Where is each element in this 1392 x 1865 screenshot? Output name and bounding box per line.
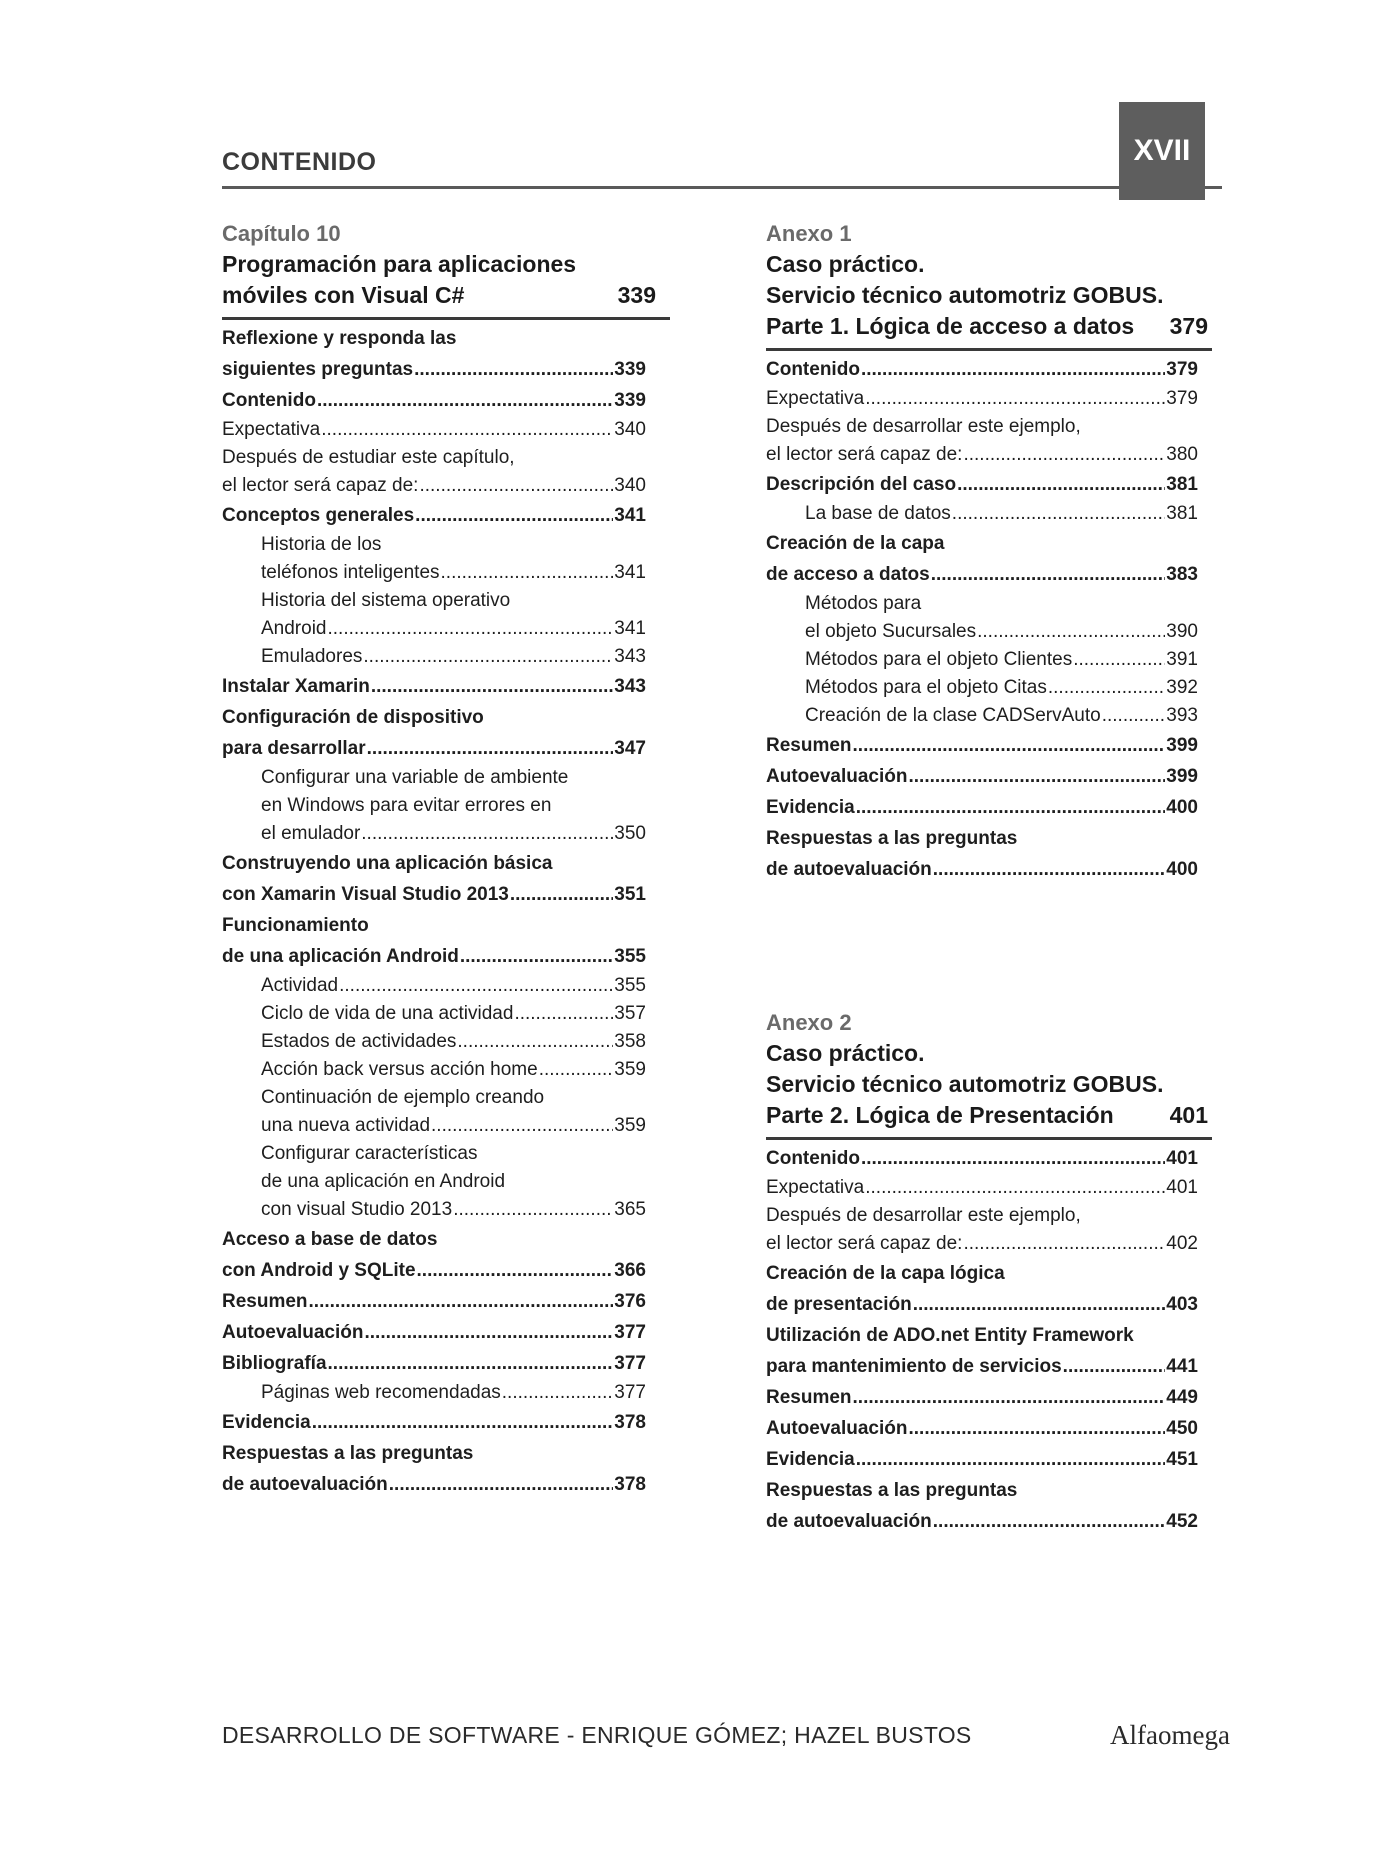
toc-entry[interactable] xyxy=(222,323,670,385)
toc-entry-page: 355 xyxy=(614,946,646,967)
toc-entry-text: de una aplicación Android xyxy=(222,946,459,967)
toc-entry-page: 350 xyxy=(614,823,646,844)
toc-entry[interactable] xyxy=(805,646,1212,674)
dot-leader xyxy=(371,671,613,702)
dot-leader xyxy=(1048,674,1165,702)
toc-entry-page: 366 xyxy=(614,1260,646,1281)
toc-section-annex-2 xyxy=(766,1007,1212,1537)
section-title-line xyxy=(766,249,1212,280)
dot-leader xyxy=(865,1174,1165,1202)
toc-entry-text: para desarrollar xyxy=(222,738,366,759)
toc-entry-text: Contenido xyxy=(766,1148,860,1169)
dot-leader xyxy=(931,559,1166,590)
toc-entry-text: Conceptos generales xyxy=(222,505,415,526)
dot-leader xyxy=(963,441,1165,469)
toc-entry[interactable] xyxy=(805,590,1212,646)
section-title-text: móviles con Visual C# xyxy=(222,282,465,308)
dot-leader xyxy=(856,792,1166,823)
dot-leader xyxy=(908,761,1165,792)
toc-entry-text: para mantenimiento de servicios xyxy=(766,1356,1062,1377)
section-title-text: Servicio técnico automotriz GOBUS. xyxy=(766,282,1164,308)
dot-leader xyxy=(321,416,613,444)
section-title-rule xyxy=(766,1137,1212,1140)
toc-entry-text: Respuestas a las preguntas xyxy=(766,1480,1018,1501)
toc-entry[interactable] xyxy=(222,848,670,910)
toc-entry-text: Acción back versus acción home xyxy=(261,1059,538,1080)
toc-section-annex-1 xyxy=(766,218,1212,885)
toc-entry-text: Actividad xyxy=(261,975,339,996)
toc-entry-text: de autoevaluación xyxy=(766,859,932,880)
toc-entry-page: 400 xyxy=(1166,797,1198,818)
toc-entry-page: 339 xyxy=(614,390,646,411)
section-label: Anexo 2 xyxy=(766,1010,852,1035)
toc-entry[interactable] xyxy=(261,1056,670,1084)
dot-leader xyxy=(460,941,613,972)
dot-leader xyxy=(328,615,614,643)
toc-entry-text: con visual Studio 2013 xyxy=(261,1199,453,1220)
footer-book-title: DESARROLLO DE SOFTWARE - ENRIQUE GÓMEZ; HAZEL BUSTOS xyxy=(222,1722,972,1748)
section-title-text: Parte 1. Lógica de acceso a datos xyxy=(766,313,1135,339)
section-title-line xyxy=(766,311,1212,342)
toc-entry-page: 376 xyxy=(614,1291,646,1312)
toc-entry-text: siguientes preguntas xyxy=(222,359,414,380)
toc-entry-text: Después de estudiar este capítulo, xyxy=(222,447,515,468)
toc-entry-text: Historia de los xyxy=(261,534,382,555)
section-title-line xyxy=(766,1069,1212,1100)
toc-entry-text: Autoevaluación xyxy=(766,766,908,787)
toc-entry-page: 358 xyxy=(614,1031,646,1052)
toc-entry-text: Resumen xyxy=(222,1291,308,1312)
toc-entry[interactable] xyxy=(222,1407,670,1438)
toc-entry-text: Expectativa xyxy=(766,388,865,409)
toc-entry-page: 365 xyxy=(614,1199,646,1220)
toc-entry-page: 381 xyxy=(1166,474,1198,495)
dot-leader xyxy=(361,820,613,848)
toc-entry-text: Historia del sistema operativo xyxy=(261,590,511,611)
toc-entry-text: Descripción del caso xyxy=(766,474,957,495)
dot-leader xyxy=(539,1056,614,1084)
section-title-text: Caso práctico. xyxy=(766,251,925,277)
dot-leader xyxy=(417,1255,614,1286)
toc-entry-text: el objeto Sucursales xyxy=(805,621,977,642)
toc-entry[interactable] xyxy=(766,1320,1212,1382)
toc-entry-text: Reflexione y responda las xyxy=(222,328,457,349)
toc-entry-text: Páginas web recomendadas xyxy=(261,1382,501,1403)
toc-entry-page: 449 xyxy=(1166,1387,1198,1408)
toc-entry[interactable] xyxy=(222,500,670,531)
toc-entry-text: Bibliografía xyxy=(222,1353,327,1374)
section-title-text: Servicio técnico automotriz GOBUS. xyxy=(766,1071,1164,1097)
toc-entry-page: 341 xyxy=(614,562,646,583)
toc-entry[interactable] xyxy=(222,1317,670,1348)
toc-entry[interactable] xyxy=(261,643,670,671)
toc-entry[interactable] xyxy=(261,764,670,848)
dot-leader xyxy=(441,559,614,587)
toc-entry-page: 381 xyxy=(1166,503,1198,524)
toc-entry[interactable] xyxy=(261,587,670,643)
toc-entry-text: Respuestas a las preguntas xyxy=(222,1443,474,1464)
toc-entry[interactable] xyxy=(261,1084,670,1140)
dot-leader xyxy=(364,1317,613,1348)
toc-entry-page: 400 xyxy=(1166,859,1198,880)
toc-entry[interactable] xyxy=(222,910,670,972)
toc-entry-text: de autoevaluación xyxy=(766,1511,932,1532)
dot-leader xyxy=(1102,702,1166,730)
dot-leader xyxy=(419,472,613,500)
dot-leader xyxy=(933,854,1166,885)
toc-entry-page: 343 xyxy=(614,646,646,667)
toc-entry-page: 399 xyxy=(1166,735,1198,756)
toc-entry-page: 401 xyxy=(1166,1148,1198,1169)
toc-entry-text: una nueva actividad xyxy=(261,1115,431,1136)
toc-entry-text: Continuación de ejemplo creando xyxy=(261,1087,545,1108)
toc-entry-page: 441 xyxy=(1166,1356,1198,1377)
section-label: Anexo 1 xyxy=(766,221,852,246)
toc-entry-text: de presentación xyxy=(766,1294,912,1315)
dot-leader xyxy=(853,730,1166,761)
toc-entry[interactable] xyxy=(766,1258,1212,1320)
header-divider xyxy=(222,186,1222,189)
toc-entry-text: el lector será capaz de: xyxy=(766,1233,963,1254)
toc-entry[interactable] xyxy=(766,761,1212,792)
dot-leader xyxy=(952,500,1166,528)
toc-entry[interactable] xyxy=(766,1444,1212,1475)
toc-entry-text: el lector será capaz de: xyxy=(766,444,963,465)
dot-leader xyxy=(414,354,613,385)
toc-entry[interactable] xyxy=(766,1413,1212,1444)
dot-leader xyxy=(510,879,613,910)
section-title-text: Parte 2. Lógica de Presentación xyxy=(766,1102,1114,1128)
toc-entry[interactable] xyxy=(766,792,1212,823)
toc-entry-text: Respuestas a las preguntas xyxy=(766,828,1018,849)
toc-entry-page: 357 xyxy=(614,1003,646,1024)
section-page-number: 379 xyxy=(1169,313,1208,339)
dot-leader xyxy=(317,385,613,416)
toc-entry[interactable] xyxy=(805,702,1212,730)
toc-entry-page: 392 xyxy=(1166,677,1198,698)
dot-leader xyxy=(913,1289,1166,1320)
toc-entry-page: 403 xyxy=(1166,1294,1198,1315)
dot-leader xyxy=(367,733,614,764)
toc-entry-text: Configurar una variable de ambiente xyxy=(261,767,569,788)
toc-entry-page: 341 xyxy=(614,505,646,526)
toc-entry-text: de autoevaluación xyxy=(222,1474,388,1495)
section-label: Capítulo 10 xyxy=(222,221,341,246)
toc-entry[interactable] xyxy=(222,444,670,500)
dot-leader xyxy=(339,972,613,1000)
dot-leader xyxy=(861,354,1165,385)
toc-entry-page: 359 xyxy=(614,1115,646,1136)
toc-entry-text: Instalar Xamarin xyxy=(222,676,370,697)
toc-entry-page: 351 xyxy=(614,884,646,905)
toc-entry[interactable] xyxy=(805,500,1212,528)
toc-entry-text: Evidencia xyxy=(766,797,855,818)
toc-entry-page: 378 xyxy=(614,1474,646,1495)
dot-leader xyxy=(363,643,613,671)
toc-entry-page: 341 xyxy=(614,618,646,639)
toc-entry[interactable] xyxy=(766,1143,1212,1174)
toc-entry-text: Configuración de dispositivo xyxy=(222,707,484,728)
toc-entry[interactable] xyxy=(766,413,1212,469)
toc-entry-text: Ciclo de vida de una actividad xyxy=(261,1003,514,1024)
toc-entry-page: 399 xyxy=(1166,766,1198,787)
toc-entry-text: Contenido xyxy=(222,390,316,411)
toc-entry-page: 340 xyxy=(614,475,646,496)
dot-leader xyxy=(856,1444,1166,1475)
toc-entry-page: 450 xyxy=(1166,1418,1198,1439)
dot-leader xyxy=(312,1407,614,1438)
toc-entry[interactable] xyxy=(261,972,670,1000)
section-title-line xyxy=(766,1100,1212,1131)
dot-leader xyxy=(514,1000,613,1028)
toc-entry-text: Métodos para el objeto Citas xyxy=(805,677,1047,698)
section-page-number: 339 xyxy=(617,282,656,308)
toc-entry-text: Autoevaluación xyxy=(766,1418,908,1439)
toc-entry-text: Después de desarrollar este ejemplo, xyxy=(766,1205,1081,1226)
section-title-line xyxy=(766,1038,1212,1069)
dot-leader xyxy=(957,469,1165,500)
toc-entry[interactable] xyxy=(766,1382,1212,1413)
dot-leader xyxy=(309,1286,614,1317)
toc-entry-page: 377 xyxy=(614,1382,646,1403)
toc-entry[interactable] xyxy=(766,469,1212,500)
toc-section-chapter-10 xyxy=(222,218,670,1500)
dot-leader xyxy=(1073,646,1165,674)
page-number: XVII xyxy=(1133,134,1191,167)
page-number-box xyxy=(1119,102,1205,200)
toc-entry[interactable] xyxy=(222,1438,670,1500)
toc-entry[interactable] xyxy=(766,385,1212,413)
dot-leader xyxy=(457,1028,613,1056)
toc-entry-text: teléfonos inteligentes xyxy=(261,562,440,583)
toc-entry-text: Creación de la capa xyxy=(766,533,945,554)
toc-entry-text: Creación de la clase CADServAuto xyxy=(805,705,1101,726)
dot-leader xyxy=(977,618,1165,646)
toc-entry[interactable] xyxy=(766,1174,1212,1202)
toc-entry-text: de una aplicación en Android xyxy=(261,1171,506,1192)
toc-entry-page: 383 xyxy=(1166,564,1198,585)
dot-leader xyxy=(1063,1351,1166,1382)
dot-leader xyxy=(861,1143,1165,1174)
toc-entry-text: Expectativa xyxy=(222,419,321,440)
toc-entry[interactable] xyxy=(222,1224,670,1286)
toc-entry-page: 378 xyxy=(614,1412,646,1433)
toc-entry[interactable] xyxy=(766,1202,1212,1258)
toc-entry-page: 380 xyxy=(1166,444,1198,465)
dot-leader xyxy=(328,1348,614,1379)
toc-entry-text: con Xamarin Visual Studio 2013 xyxy=(222,884,509,905)
toc-entry-page: 377 xyxy=(614,1322,646,1343)
toc-entry[interactable] xyxy=(261,1000,670,1028)
toc-entry-text: Configurar características xyxy=(261,1143,478,1164)
toc-entry[interactable] xyxy=(766,730,1212,761)
toc-entry-text: Evidencia xyxy=(766,1449,855,1470)
toc-entry-page: 379 xyxy=(1166,388,1198,409)
toc-entry[interactable] xyxy=(766,354,1212,385)
toc-entry-text: Expectativa xyxy=(766,1177,865,1198)
section-title-rule xyxy=(766,348,1212,351)
toc-entry-text: Después de desarrollar este ejemplo, xyxy=(766,416,1081,437)
toc-entry-text: La base de datos xyxy=(805,503,951,524)
toc-entry[interactable] xyxy=(766,1475,1212,1537)
toc-entry-text: Evidencia xyxy=(222,1412,311,1433)
toc-entry-text: Acceso a base de datos xyxy=(222,1229,438,1250)
toc-entry[interactable] xyxy=(222,416,670,444)
toc-entry-text: Métodos para xyxy=(805,593,922,614)
dot-leader xyxy=(431,1112,613,1140)
dot-leader xyxy=(963,1230,1165,1258)
section-title-line xyxy=(222,249,670,280)
toc-entry-text: de acceso a datos xyxy=(766,564,930,585)
toc-entry-text: Emuladores xyxy=(261,646,363,667)
section-title-text: Programación para aplicaciones xyxy=(222,251,577,277)
toc-entry-page: 340 xyxy=(614,419,646,440)
toc-entry-text: Estados de actividades xyxy=(261,1031,457,1052)
toc-entry[interactable] xyxy=(261,1379,670,1407)
toc-entry-page: 402 xyxy=(1166,1233,1198,1254)
toc-entry[interactable] xyxy=(261,1028,670,1056)
section-title-rule xyxy=(222,317,670,320)
dot-leader xyxy=(908,1413,1165,1444)
toc-entry-page: 377 xyxy=(614,1353,646,1374)
toc-entry[interactable] xyxy=(805,674,1212,702)
toc-entry[interactable] xyxy=(222,671,670,702)
toc-entry-text: Autoevaluación xyxy=(222,1322,364,1343)
dot-leader xyxy=(453,1196,613,1224)
section-page-number: 401 xyxy=(1169,1102,1208,1128)
toc-entry-page: 379 xyxy=(1166,359,1198,380)
toc-entry[interactable] xyxy=(222,1286,670,1317)
toc-entry-page: 347 xyxy=(614,738,646,759)
section-title-line xyxy=(222,280,670,311)
section-title-text: Caso práctico. xyxy=(766,1040,925,1066)
toc-entry[interactable] xyxy=(222,702,670,764)
dot-leader xyxy=(389,1469,614,1500)
toc-entry-page: 451 xyxy=(1166,1449,1198,1470)
footer-publisher: Alfaomega xyxy=(1110,1720,1230,1750)
toc-entry[interactable] xyxy=(261,531,670,587)
toc-entry[interactable] xyxy=(222,1348,670,1379)
toc-entry-text: Creación de la capa lógica xyxy=(766,1263,1005,1284)
toc-entry[interactable] xyxy=(222,385,670,416)
dot-leader xyxy=(865,385,1165,413)
toc-entry[interactable] xyxy=(766,823,1212,885)
toc-entry-text: el lector será capaz de: xyxy=(222,475,419,496)
dot-leader xyxy=(853,1382,1166,1413)
page-header-title: CONTENIDO xyxy=(222,148,377,176)
toc-entry-text: Resumen xyxy=(766,1387,852,1408)
dot-leader xyxy=(415,500,613,531)
toc-entry-text: el emulador xyxy=(261,823,361,844)
toc-entry[interactable] xyxy=(766,528,1212,590)
toc-entry-page: 355 xyxy=(614,975,646,996)
toc-entry-page: 390 xyxy=(1166,621,1198,642)
dot-leader xyxy=(502,1379,614,1407)
toc-entry-page: 343 xyxy=(614,676,646,697)
toc-entry-text: Android xyxy=(261,618,327,639)
toc-entry-page: 401 xyxy=(1166,1177,1198,1198)
toc-entry-text: con Android y SQLite xyxy=(222,1260,416,1281)
toc-entry-page: 339 xyxy=(614,359,646,380)
toc-entry-text: Contenido xyxy=(766,359,860,380)
toc-entry-text: Construyendo una aplicación básica xyxy=(222,853,553,874)
toc-entry-page: 393 xyxy=(1166,705,1198,726)
toc-entry-page: 391 xyxy=(1166,649,1198,670)
toc-entry-text: Utilización de ADO.net Entity Framework xyxy=(766,1325,1134,1346)
toc-entry-text: Funcionamiento xyxy=(222,915,369,936)
toc-entry-text: en Windows para evitar errores en xyxy=(261,795,552,816)
section-title-line xyxy=(766,280,1212,311)
toc-entry-page: 359 xyxy=(614,1059,646,1080)
dot-leader xyxy=(933,1506,1166,1537)
toc-entry-text: Resumen xyxy=(766,735,852,756)
toc-entry-text: Métodos para el objeto Clientes xyxy=(805,649,1073,670)
toc-entry-page: 452 xyxy=(1166,1511,1198,1532)
toc-entry[interactable] xyxy=(261,1140,670,1224)
